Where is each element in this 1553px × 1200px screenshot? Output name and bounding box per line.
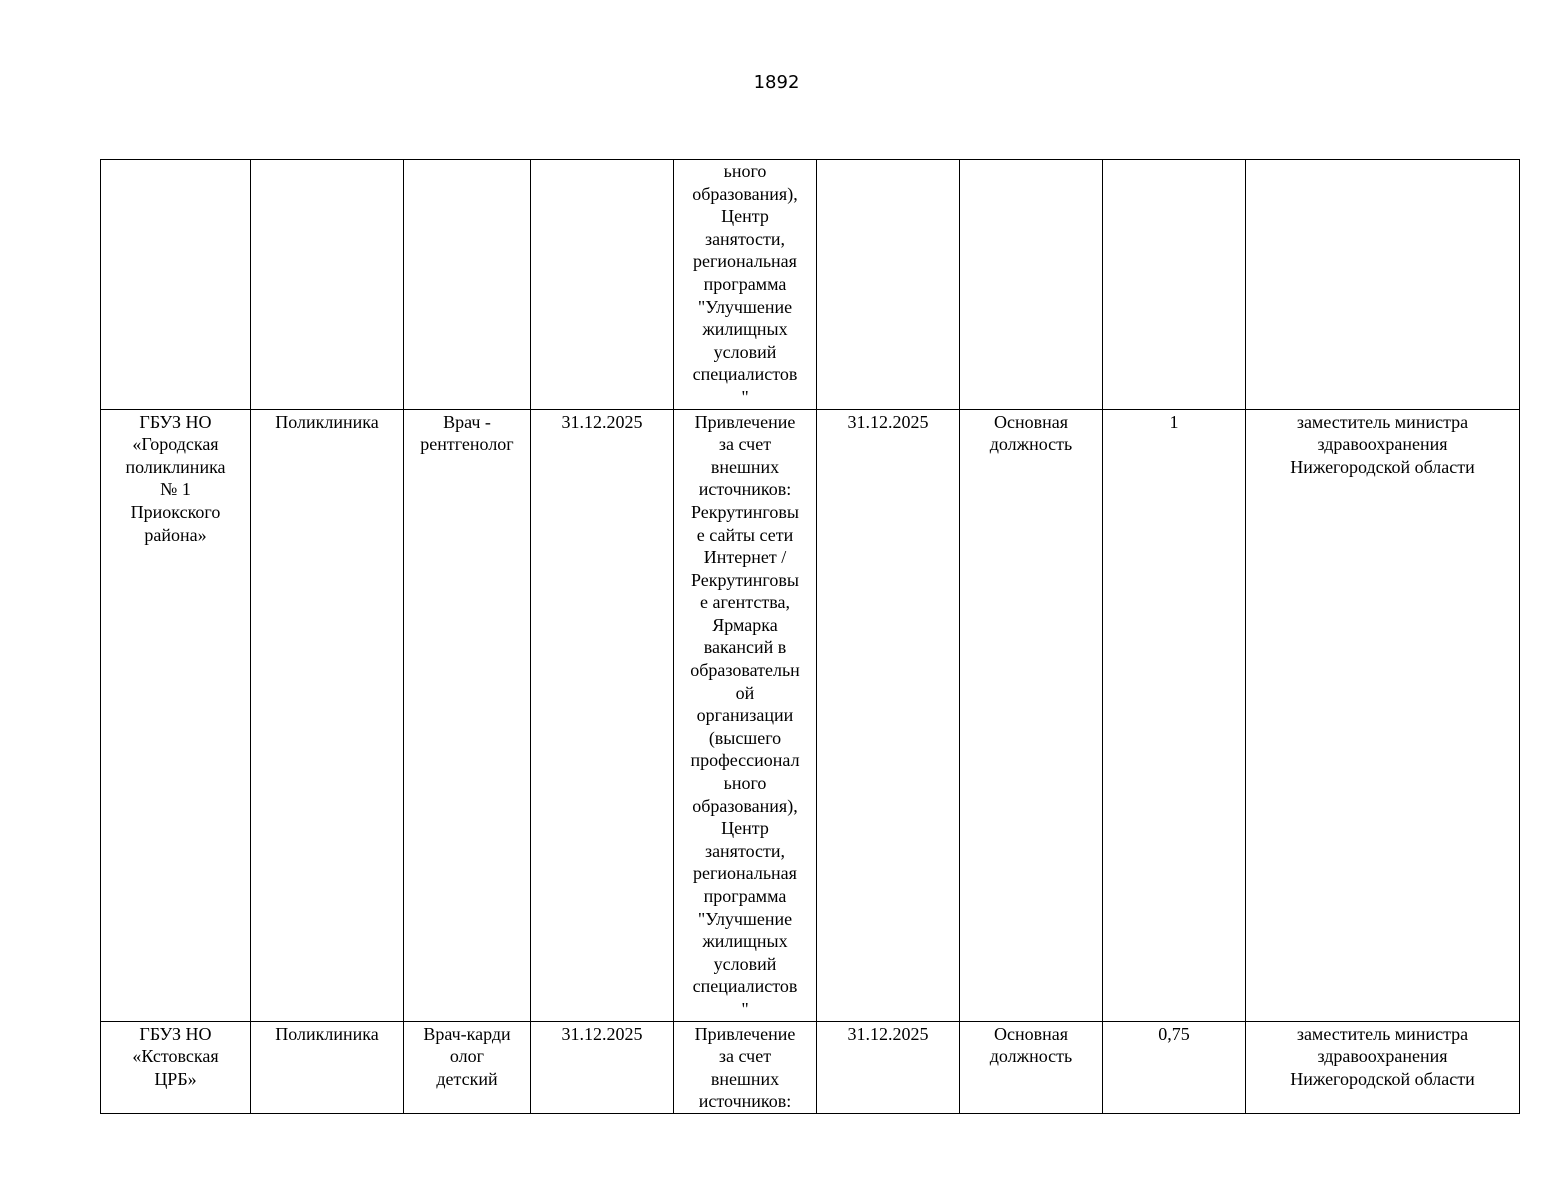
- staffing-table: [100, 159, 1520, 1114]
- table-row: [101, 409, 1520, 1021]
- rate-cell: 1: [1103, 409, 1246, 1021]
- responsible-cell: [1246, 160, 1520, 410]
- measures-cell: ьного образования), Центр занятости, региональная программа "Улучшение жилищных условий специалистов ": [674, 160, 817, 410]
- unit-cell: [251, 160, 404, 410]
- measures-cell: Привлечение за счет внешних источников: Рекрутинговы е сайты сети Интернет / Рекрутинговы е агентства, Ярмарка вакансий в образовательн ой организации (высшего профессионал ьного образования), Центр занятости, региональная программа "Улучшение жилищных условий специалистов ": [674, 409, 817, 1021]
- position-type-cell: Основная должность: [960, 409, 1103, 1021]
- organization-cell: ГБУЗ НО «Кстовская ЦРБ»: [101, 1021, 251, 1113]
- deadline-cell: 31.12.2025: [531, 1021, 674, 1113]
- organization-cell: ГБУЗ НО «Городская поликлиника № 1 Приокского района»: [101, 409, 251, 1021]
- measures-cell: Привлечение за счет внешних источников:: [674, 1021, 817, 1113]
- table-row: [101, 160, 1520, 410]
- unit-cell: Поликлиника: [251, 409, 404, 1021]
- date-cell: 31.12.2025: [817, 1021, 960, 1113]
- responsible-cell: заместитель министра здравоохранения Нижегородской области: [1246, 1021, 1520, 1113]
- unit-cell: Поликлиника: [251, 1021, 404, 1113]
- deadline-cell: [531, 160, 674, 410]
- table-row: [101, 1021, 1520, 1113]
- rate-cell: [1103, 160, 1246, 410]
- deadline-cell: 31.12.2025: [531, 409, 674, 1021]
- position-type-cell: Основная должность: [960, 1021, 1103, 1113]
- rate-cell: 0,75: [1103, 1021, 1246, 1113]
- responsible-cell: заместитель министра здравоохранения Нижегородской области: [1246, 409, 1520, 1021]
- position-cell: Врач-карди олог детский: [404, 1021, 531, 1113]
- organization-cell: [101, 160, 251, 410]
- position-type-cell: [960, 160, 1103, 410]
- position-cell: [404, 160, 531, 410]
- page-number: 1892: [753, 72, 800, 93]
- date-cell: 31.12.2025: [817, 409, 960, 1021]
- date-cell: [817, 160, 960, 410]
- position-cell: Врач - рентгенолог: [404, 409, 531, 1021]
